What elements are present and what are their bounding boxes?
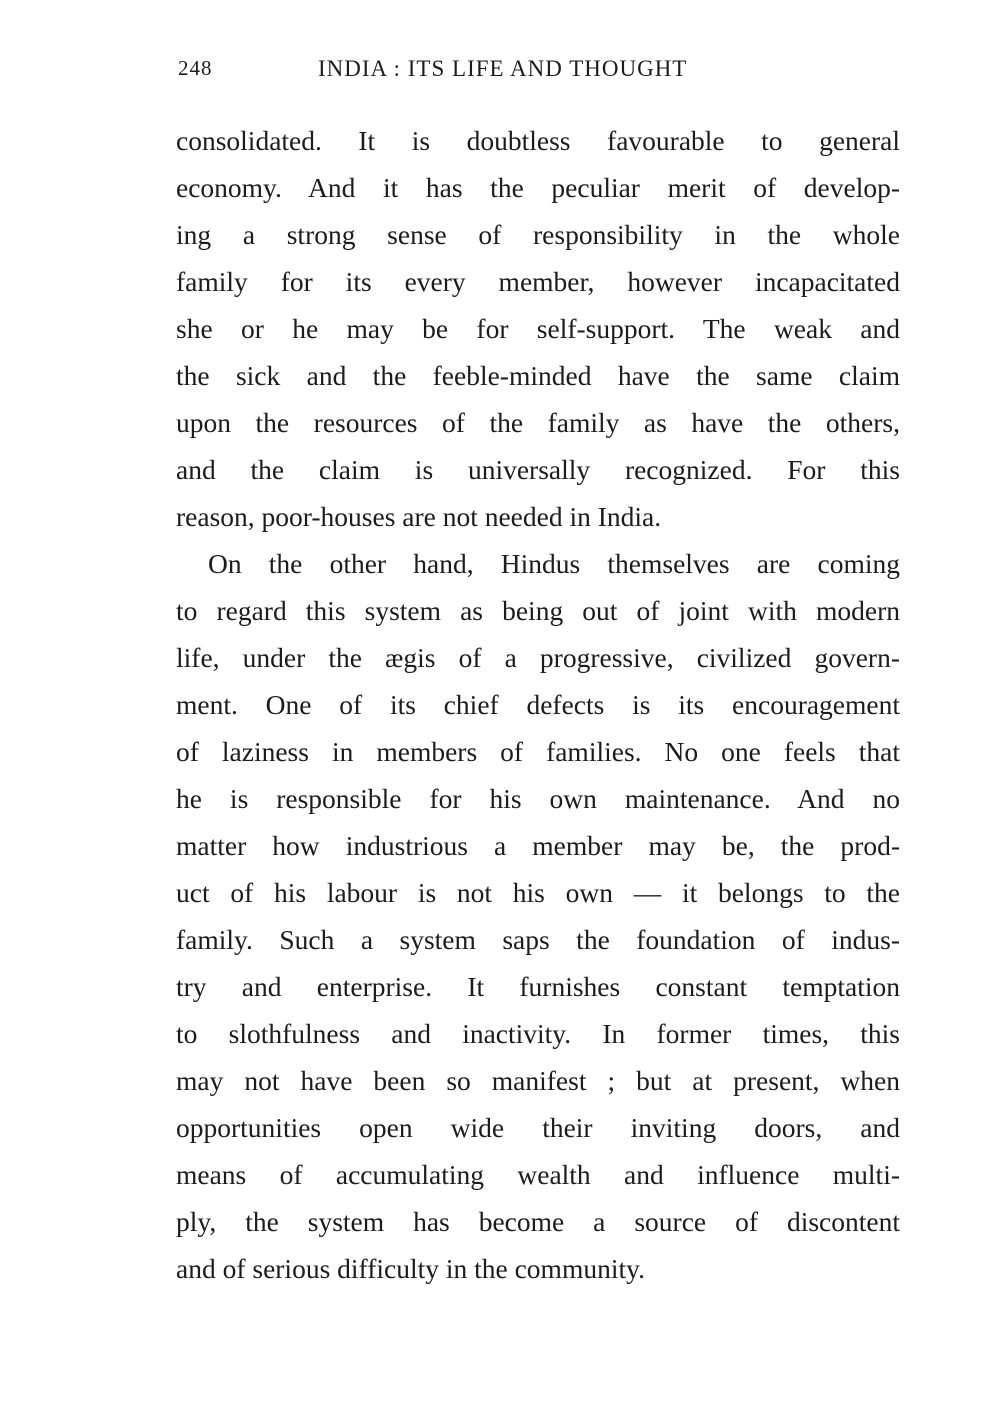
text-line: to regard this system as being out of joint with modern — [176, 595, 900, 626]
page-number: 248 — [178, 56, 213, 80]
text-line: ing a strong sense of responsibility in the whole — [176, 219, 900, 250]
text-line: means of accumulating wealth and influence multi- — [176, 1159, 900, 1190]
text-line: consolidated. It is doubtless favourable to general — [176, 125, 900, 156]
text-line: opportunities open wide their inviting doors, and — [176, 1112, 900, 1143]
text-line: may not have been so manifest ; but at present, when — [176, 1065, 900, 1096]
text-line: and the claim is universally recognized. For this — [176, 454, 900, 485]
running-head — [178, 56, 898, 92]
text-line: try and enterprise. It furnishes constant temptation — [176, 971, 900, 1002]
text-line: family. Such a system saps the foundation of indus- — [176, 924, 900, 955]
text-line: she or he may be for self-support. The weak and — [176, 313, 900, 344]
text-line: of laziness in members of families. No one feels that — [176, 736, 900, 767]
text-line: uct of his labour is not his own — it belongs to the — [176, 877, 900, 908]
text-line: ply, the system has become a source of discontent — [176, 1206, 900, 1237]
paragraph-1 — [176, 117, 900, 540]
running-title: INDIA : ITS LIFE AND THOUGHT — [318, 56, 688, 81]
text-line: ment. One of its chief defects is its encouragement — [176, 689, 900, 720]
text-line: matter how industrious a member may be, the prod- — [176, 830, 900, 861]
body-text — [176, 117, 900, 1292]
text-line: economy. And it has the peculiar merit of develop- — [176, 172, 900, 203]
paragraph-2 — [176, 540, 900, 1292]
text-line: family for its every member, however incapacitated — [176, 266, 900, 297]
text-line: he is responsible for his own maintenance. And no — [176, 783, 900, 814]
text-line: to slothfulness and inactivity. In former times, this — [176, 1018, 900, 1049]
text-line: On the other hand, Hindus themselves are coming — [208, 548, 900, 579]
text-line: and of serious difficulty in the community. — [176, 1253, 645, 1284]
text-line: life, under the ægis of a progressive, civilized govern- — [176, 642, 900, 673]
text-line: upon the resources of the family as have the others, — [176, 407, 900, 438]
text-line: the sick and the feeble-minded have the same claim — [176, 360, 900, 391]
text-line: reason, poor-houses are not needed in India. — [176, 501, 662, 532]
